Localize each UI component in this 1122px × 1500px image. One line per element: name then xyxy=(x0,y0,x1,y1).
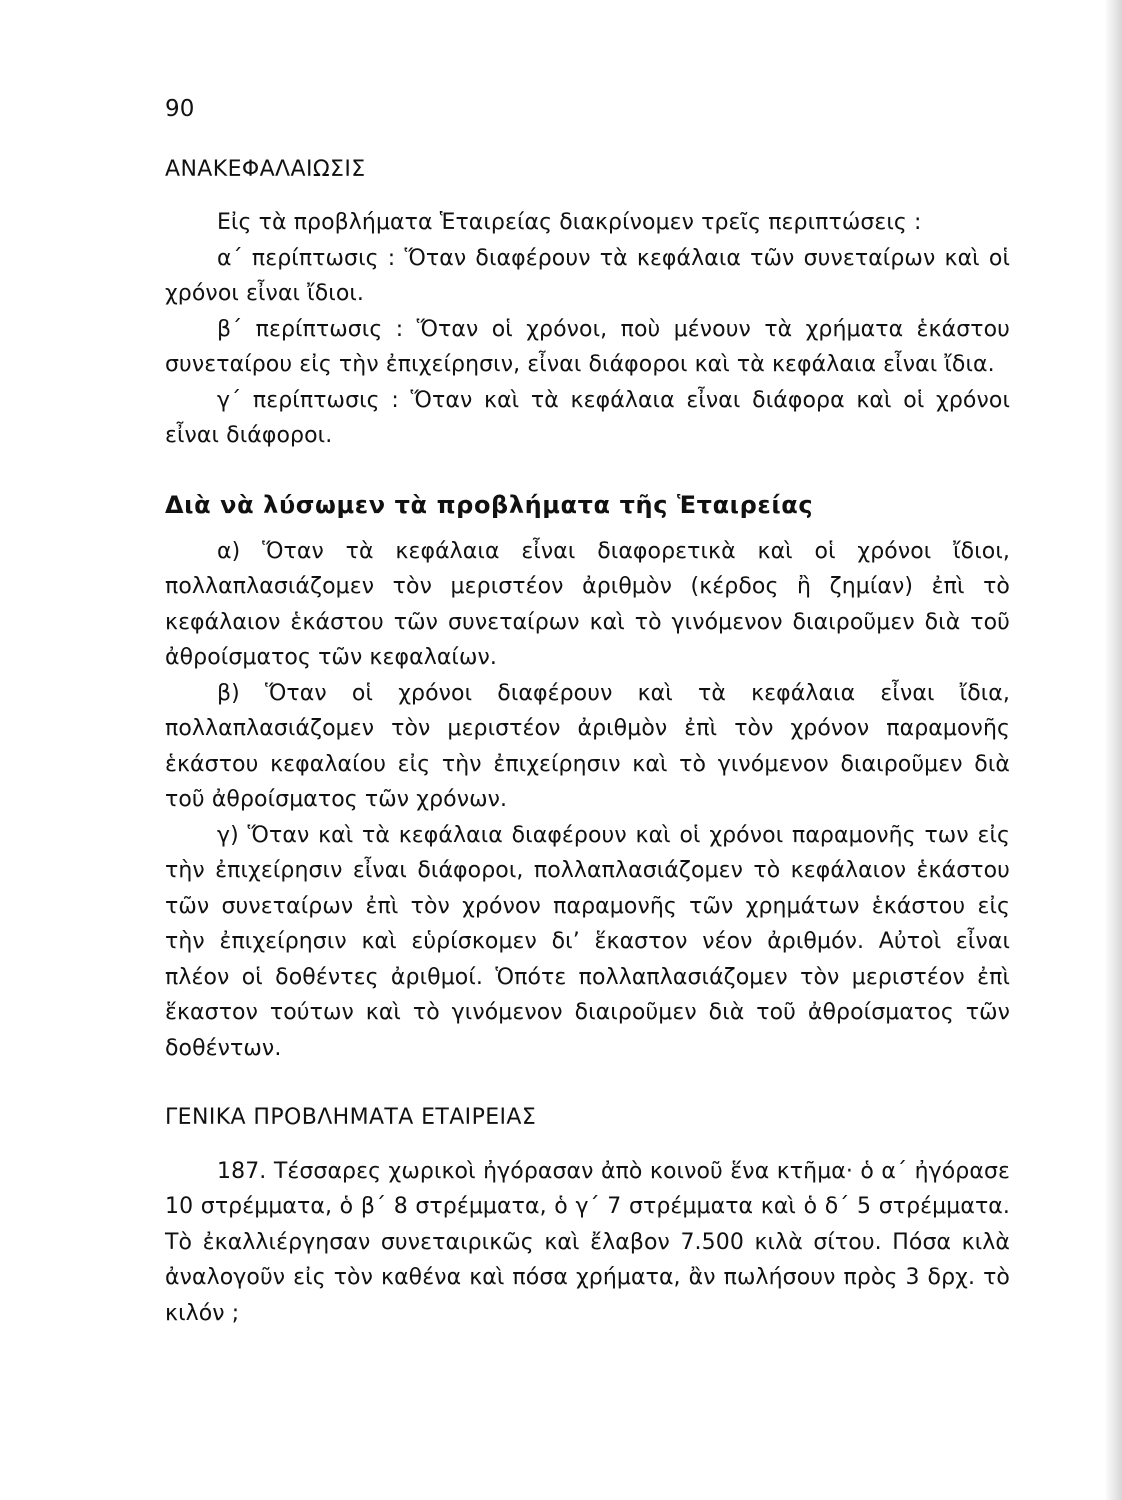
summary-case-c: γ΄ περίπτωσις : Ὅταν καὶ τὰ κεφάλαια εἶναι διάφορα καὶ οἱ χρόνοι εἶναι διάφοροι. xyxy=(165,387,1010,448)
general-problems-title: ΓΕΝΙΚΑ ΠΡΟΒΛΗΜΑΤΑ ΕΤΑΙΡΕΙΑΣ xyxy=(165,1105,537,1130)
solving-rule-c: γ) Ὅταν καὶ τὰ κεφάλαια διαφέρουν καὶ οἱ χρόνοι παραμονῆς των εἰς τὴν ἐπιχείρησιν εἶναι διάφοροι, πολλαπλασιάζομεν τὸ κεφάλαιον ἑκάστου τῶν συνεταίρων ἐπὶ τὸν χρόνον παραμονῆς τῶν χρημάτων ἑκάστου εἰς τὴν ἐπιχείρησιν καὶ εὑρίσκομεν δι’ ἕκαστον νέον ἀριθμόν. Αὐτοὶ εἶναι πλέον οἱ δοθέντες ἀριθμοί. Ὁπότε πολλαπλασιάζομεν τὸν μεριστέον ἐπὶ ἕκαστον τούτων καὶ τὸ γινόμενον διαιροῦμεν διὰ τοῦ ἀθροίσματος τῶν δοθέντων. xyxy=(165,822,1010,1061)
solving-rule-a: α) Ὅταν τὰ κεφάλαια εἶναι διαφορετικὰ καὶ οἱ χρόνοι ἴδιοι, πολλαπλασιάζομεν τὸν μεριστέον ἀριθμὸν (κέρδος ἢ ζημίαν) ἐπὶ τὸ κεφάλαιον ἑκάστου τῶν συνεταίρων καὶ τὸ γινόμενον διαιροῦμεν διὰ τοῦ ἀθροίσματος τῶν κεφαλαίων. xyxy=(165,538,1010,670)
summary-case-a: α΄ περίπτωσις : Ὅταν διαφέρουν τὰ κεφάλαια τῶν συνεταίρων καὶ οἱ χρόνοι εἶναι ἴδιοι. xyxy=(165,245,1010,306)
summary-title: ΑΝΑΚΕΦΑΛΑΙΩΣΙΣ xyxy=(165,156,366,182)
solving-heading: Διὰ νὰ λύσωμεν τὰ προβλήματα τῆς Ἑταιρείας xyxy=(165,490,814,519)
solving-rule-b: β) Ὅταν οἱ χρόνοι διαφέρουν καὶ τὰ κεφάλαια εἶναι ἴδια, πολλαπλασιάζομεν τὸν μεριστέον ἀριθμὸν ἐπὶ τὸν χρόνον παραμονῆς ἑκάστου κεφαλαίου εἰς τὴν ἐπιχείρησιν καὶ τὸ γινόμενον διαιροῦμεν διὰ τοῦ ἀθροίσματος τῶν χρόνων. xyxy=(165,680,1010,812)
page-content xyxy=(165,92,1010,1331)
page-number: 90 xyxy=(165,96,195,122)
summary-intro: Εἰς τὰ προβλήματα Ἑταιρείας διακρίνομεν τρεῖς περιπτώσεις : xyxy=(217,210,922,235)
summary-case-b: β΄ περίπτωσις : Ὅταν οἱ χρόνοι, ποὺ μένουν τὰ χρήματα ἑκάστου συνεταίρου εἰς τὴν ἐπιχείρησιν, εἶναι διάφοροι καὶ τὰ κεφάλαια εἶναι ἴδια. xyxy=(165,316,1010,377)
problem-187: 187. Τέσσαρες χωρικοὶ ἠγόρασαν ἀπὸ κοινοῦ ἕνα κτῆμα· ὁ α΄ ἠγόρασε 10 στρέμματα, ὁ β΄ 8 στρέμματα, ὁ γ΄ 7 στρέμματα καὶ ὁ δ΄ 5 στρέμματα. Τὸ ἐκαλλιέργησαν συνεταιρικῶς καὶ ἔλαβον 7.500 κιλὰ σίτου. Πόσα κιλὰ ἀναλογοῦν εἰς τὸν καθένα καὶ πόσα χρήματα, ἂν πωλήσουν πρὸς 3 δρχ. τὸ κιλόν ; xyxy=(165,1158,1010,1326)
page-right-edge-shadow xyxy=(1106,0,1122,1500)
